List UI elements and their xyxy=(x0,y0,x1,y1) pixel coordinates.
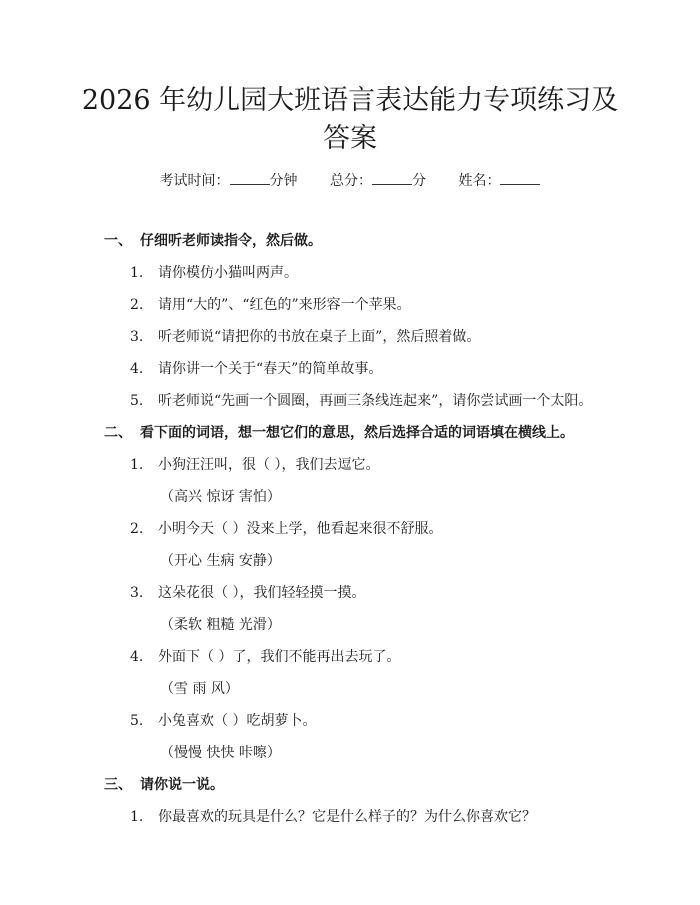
question-1-3 xyxy=(130,326,480,346)
total-score-blank xyxy=(372,172,412,185)
section-title: 看下面的词语，想一想它们的意思，然后选择合适的词语填在横线上。 xyxy=(140,425,574,441)
total-score xyxy=(330,173,430,189)
question-text: 这朵花很（ ），我们轻轻摸一摸。 xyxy=(158,585,366,601)
options-2-4: （雪 雨 风） xyxy=(160,681,239,697)
exam-time-unit: 分钟 xyxy=(269,173,298,189)
page-title xyxy=(70,82,630,158)
question-number: 2. xyxy=(130,297,144,313)
question-number: 2. xyxy=(130,521,144,537)
options-2-3: （柔软 粗糙 光滑） xyxy=(160,617,281,633)
options-2-2: （开心 生病 安静） xyxy=(160,553,281,569)
question-number: 1. xyxy=(130,457,144,473)
exam-meta xyxy=(0,170,700,190)
section-number: 三、 xyxy=(104,777,132,793)
question-number: 5. xyxy=(130,393,144,409)
question-2-5 xyxy=(130,710,316,730)
options-2-1: （高兴 惊讶 害怕） xyxy=(160,489,281,505)
exam-time xyxy=(160,173,302,189)
question-2-4 xyxy=(130,646,400,666)
question-1-4 xyxy=(130,358,382,378)
section-title: 仔细听老师读指令，然后做。 xyxy=(140,233,322,249)
question-number: 3. xyxy=(130,585,144,601)
section-3-heading xyxy=(104,774,224,794)
question-number: 3. xyxy=(130,329,144,345)
question-text: 小明今天（ ）没来上学，他看起来很不舒服。 xyxy=(158,521,443,537)
question-2-1 xyxy=(130,454,379,474)
question-text: 小狗汪汪叫，很（ ），我们去逗它。 xyxy=(158,457,380,473)
question-number: 1. xyxy=(130,809,144,825)
student-name-label: 姓名： xyxy=(458,173,501,189)
question-text: 外面下（ ）了，我们不能再出去玩了。 xyxy=(158,649,401,665)
question-1-1 xyxy=(130,262,298,282)
question-number: 4. xyxy=(130,361,144,377)
question-text: 请你讲一个关于“春天”的简单故事。 xyxy=(158,361,383,377)
title-line-1: 2026 年幼儿园大班语言表达能力专项练习及 xyxy=(81,85,619,116)
question-number: 4. xyxy=(130,649,144,665)
question-text: 请用“大的”、“红色的”来形容一个苹果。 xyxy=(158,297,411,313)
exam-time-label: 考试时间： xyxy=(159,173,230,189)
question-1-5 xyxy=(130,390,592,410)
question-text: 听老师说“请把你的书放在桌子上面”，然后照着做。 xyxy=(158,329,481,345)
exam-time-blank xyxy=(230,172,270,185)
section-title: 请你说一说。 xyxy=(140,777,224,793)
section-number: 二、 xyxy=(104,425,132,441)
question-text: 请你模仿小猫叫两声。 xyxy=(158,265,298,281)
title-line-2: 答案 xyxy=(323,123,377,154)
total-score-unit: 分 xyxy=(412,173,426,189)
student-name xyxy=(458,173,540,189)
student-name-blank xyxy=(500,172,540,185)
question-2-2 xyxy=(130,518,442,538)
section-2-heading xyxy=(104,422,574,442)
question-text: 听老师说“先画一个圆圈，再画三条线连起来”，请你尝试画一个太阳。 xyxy=(158,393,593,409)
section-number: 一、 xyxy=(104,233,132,249)
total-score-label: 总分： xyxy=(330,173,372,189)
question-text: 你最喜欢的玩具是什么？它是什么样子的？为什么你喜欢它？ xyxy=(158,809,536,825)
question-3-1 xyxy=(130,806,536,826)
section-1-heading xyxy=(104,230,322,250)
question-number: 1. xyxy=(130,265,144,281)
question-2-3 xyxy=(130,582,365,602)
question-1-2 xyxy=(130,294,411,314)
options-2-5: （慢慢 快快 咔嚓） xyxy=(160,745,281,761)
question-text: 小兔喜欢（ ）吃胡萝卜。 xyxy=(158,713,317,729)
question-number: 5. xyxy=(130,713,144,729)
